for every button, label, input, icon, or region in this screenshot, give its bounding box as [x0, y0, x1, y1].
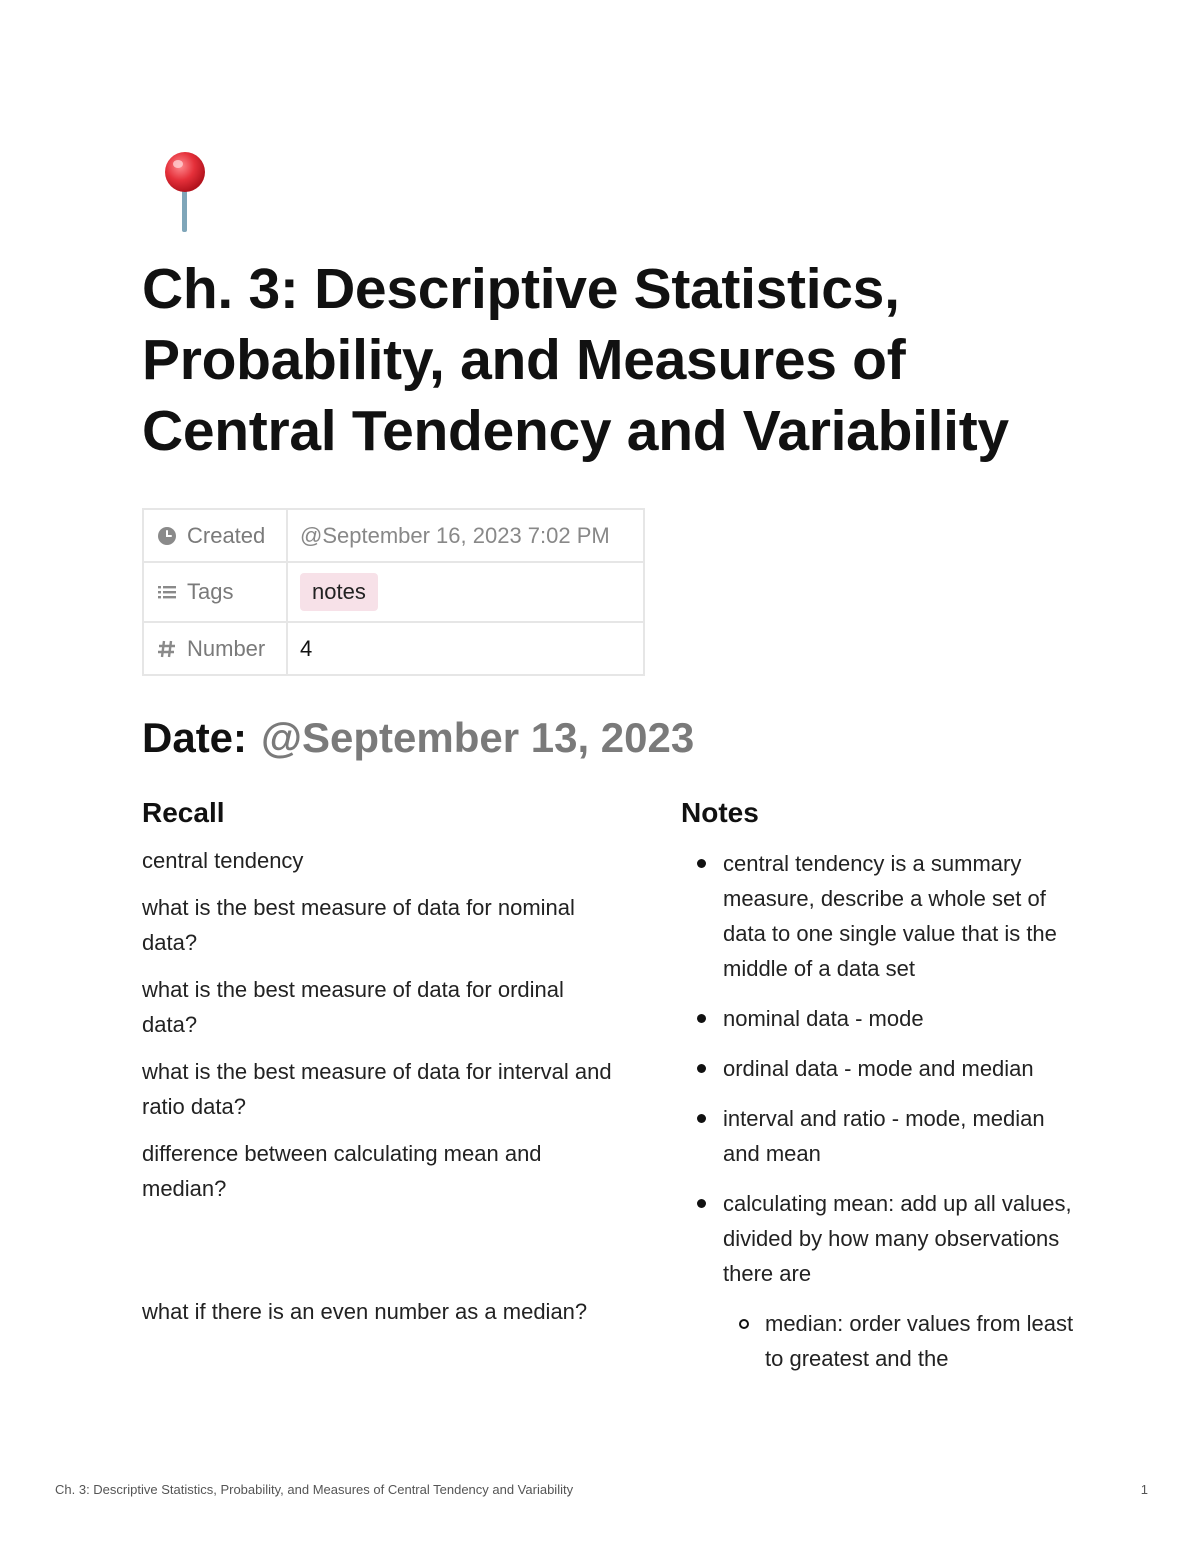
recall-column	[142, 843, 622, 1341]
property-key-number	[143, 622, 287, 675]
property-row-tags	[143, 562, 644, 622]
hash-icon	[156, 638, 178, 660]
list-item-text: interval and ratio - mode, median and mean	[723, 1106, 1045, 1166]
recall-item: what is the best measure of data for ordinal data?	[142, 977, 564, 1037]
notes-column	[695, 846, 1075, 1391]
bullet-icon	[697, 1114, 706, 1123]
bullet-icon	[697, 1014, 706, 1023]
property-row-created	[143, 509, 644, 562]
page-title: Ch. 3: Descriptive Statistics, Probability, and Measures of Central Tendency and Variability	[142, 257, 1009, 463]
list-item	[695, 1001, 1075, 1036]
recall-item: what is the best measure of data for interval and ratio data?	[142, 1059, 612, 1119]
hollow-bullet-icon	[739, 1319, 749, 1329]
list-item	[695, 1051, 1075, 1086]
recall-heading: Recall	[142, 797, 225, 828]
notes-list	[695, 846, 1075, 1376]
list-item-text: central tendency is a summary measure, describe a whole set of data to one single value that is the middle of a data set	[723, 851, 1057, 981]
property-label: Tags	[187, 579, 234, 604]
list-item	[695, 1101, 1075, 1171]
property-label: Created	[187, 522, 266, 548]
date-label: Date:	[142, 714, 248, 761]
list-item-text: calculating mean: add up all values, divided by how many observations there are	[723, 1191, 1072, 1286]
property-value-created[interactable]: @September 16, 2023 7:02 PM	[287, 509, 644, 562]
recall-item: difference between calculating mean and median?	[142, 1141, 542, 1201]
list-item-text: median: order values from least to greatest and the	[765, 1311, 1074, 1371]
recall-item: what if there is an even number as a median?	[142, 1299, 588, 1324]
notes-heading: Notes	[681, 797, 759, 828]
list-item-text: ordinal data - mode and median	[723, 1056, 1034, 1081]
tag-pill[interactable]: notes	[300, 573, 378, 611]
date-heading	[142, 714, 694, 762]
list-item	[695, 1186, 1075, 1291]
list-icon	[156, 581, 178, 603]
property-key-created	[143, 509, 287, 562]
properties-table	[142, 508, 645, 676]
bullet-icon	[697, 1064, 706, 1073]
footer-page-number: 1	[1140, 1482, 1148, 1497]
round-pushpin-icon	[150, 150, 220, 234]
bullet-icon	[697, 1199, 706, 1208]
clock-icon	[156, 525, 178, 547]
property-value-number[interactable]: 4	[287, 622, 644, 675]
list-item-text: nominal data - mode	[723, 1006, 924, 1031]
property-label: Number	[187, 635, 266, 661]
property-key-tags	[143, 562, 287, 622]
date-mention[interactable]: @September 13, 2023	[261, 714, 695, 761]
footer-title: Ch. 3: Descriptive Statistics, Probability, and Measures of Central Tendency and Variability	[55, 1482, 574, 1497]
recall-item: what is the best measure of data for nominal data?	[142, 895, 575, 955]
recall-item: central tendency	[142, 848, 304, 873]
property-value-tags	[287, 562, 644, 622]
list-item	[695, 846, 1075, 986]
bullet-icon	[697, 859, 706, 868]
sub-list-item	[737, 1306, 1075, 1376]
property-row-number	[143, 622, 644, 675]
